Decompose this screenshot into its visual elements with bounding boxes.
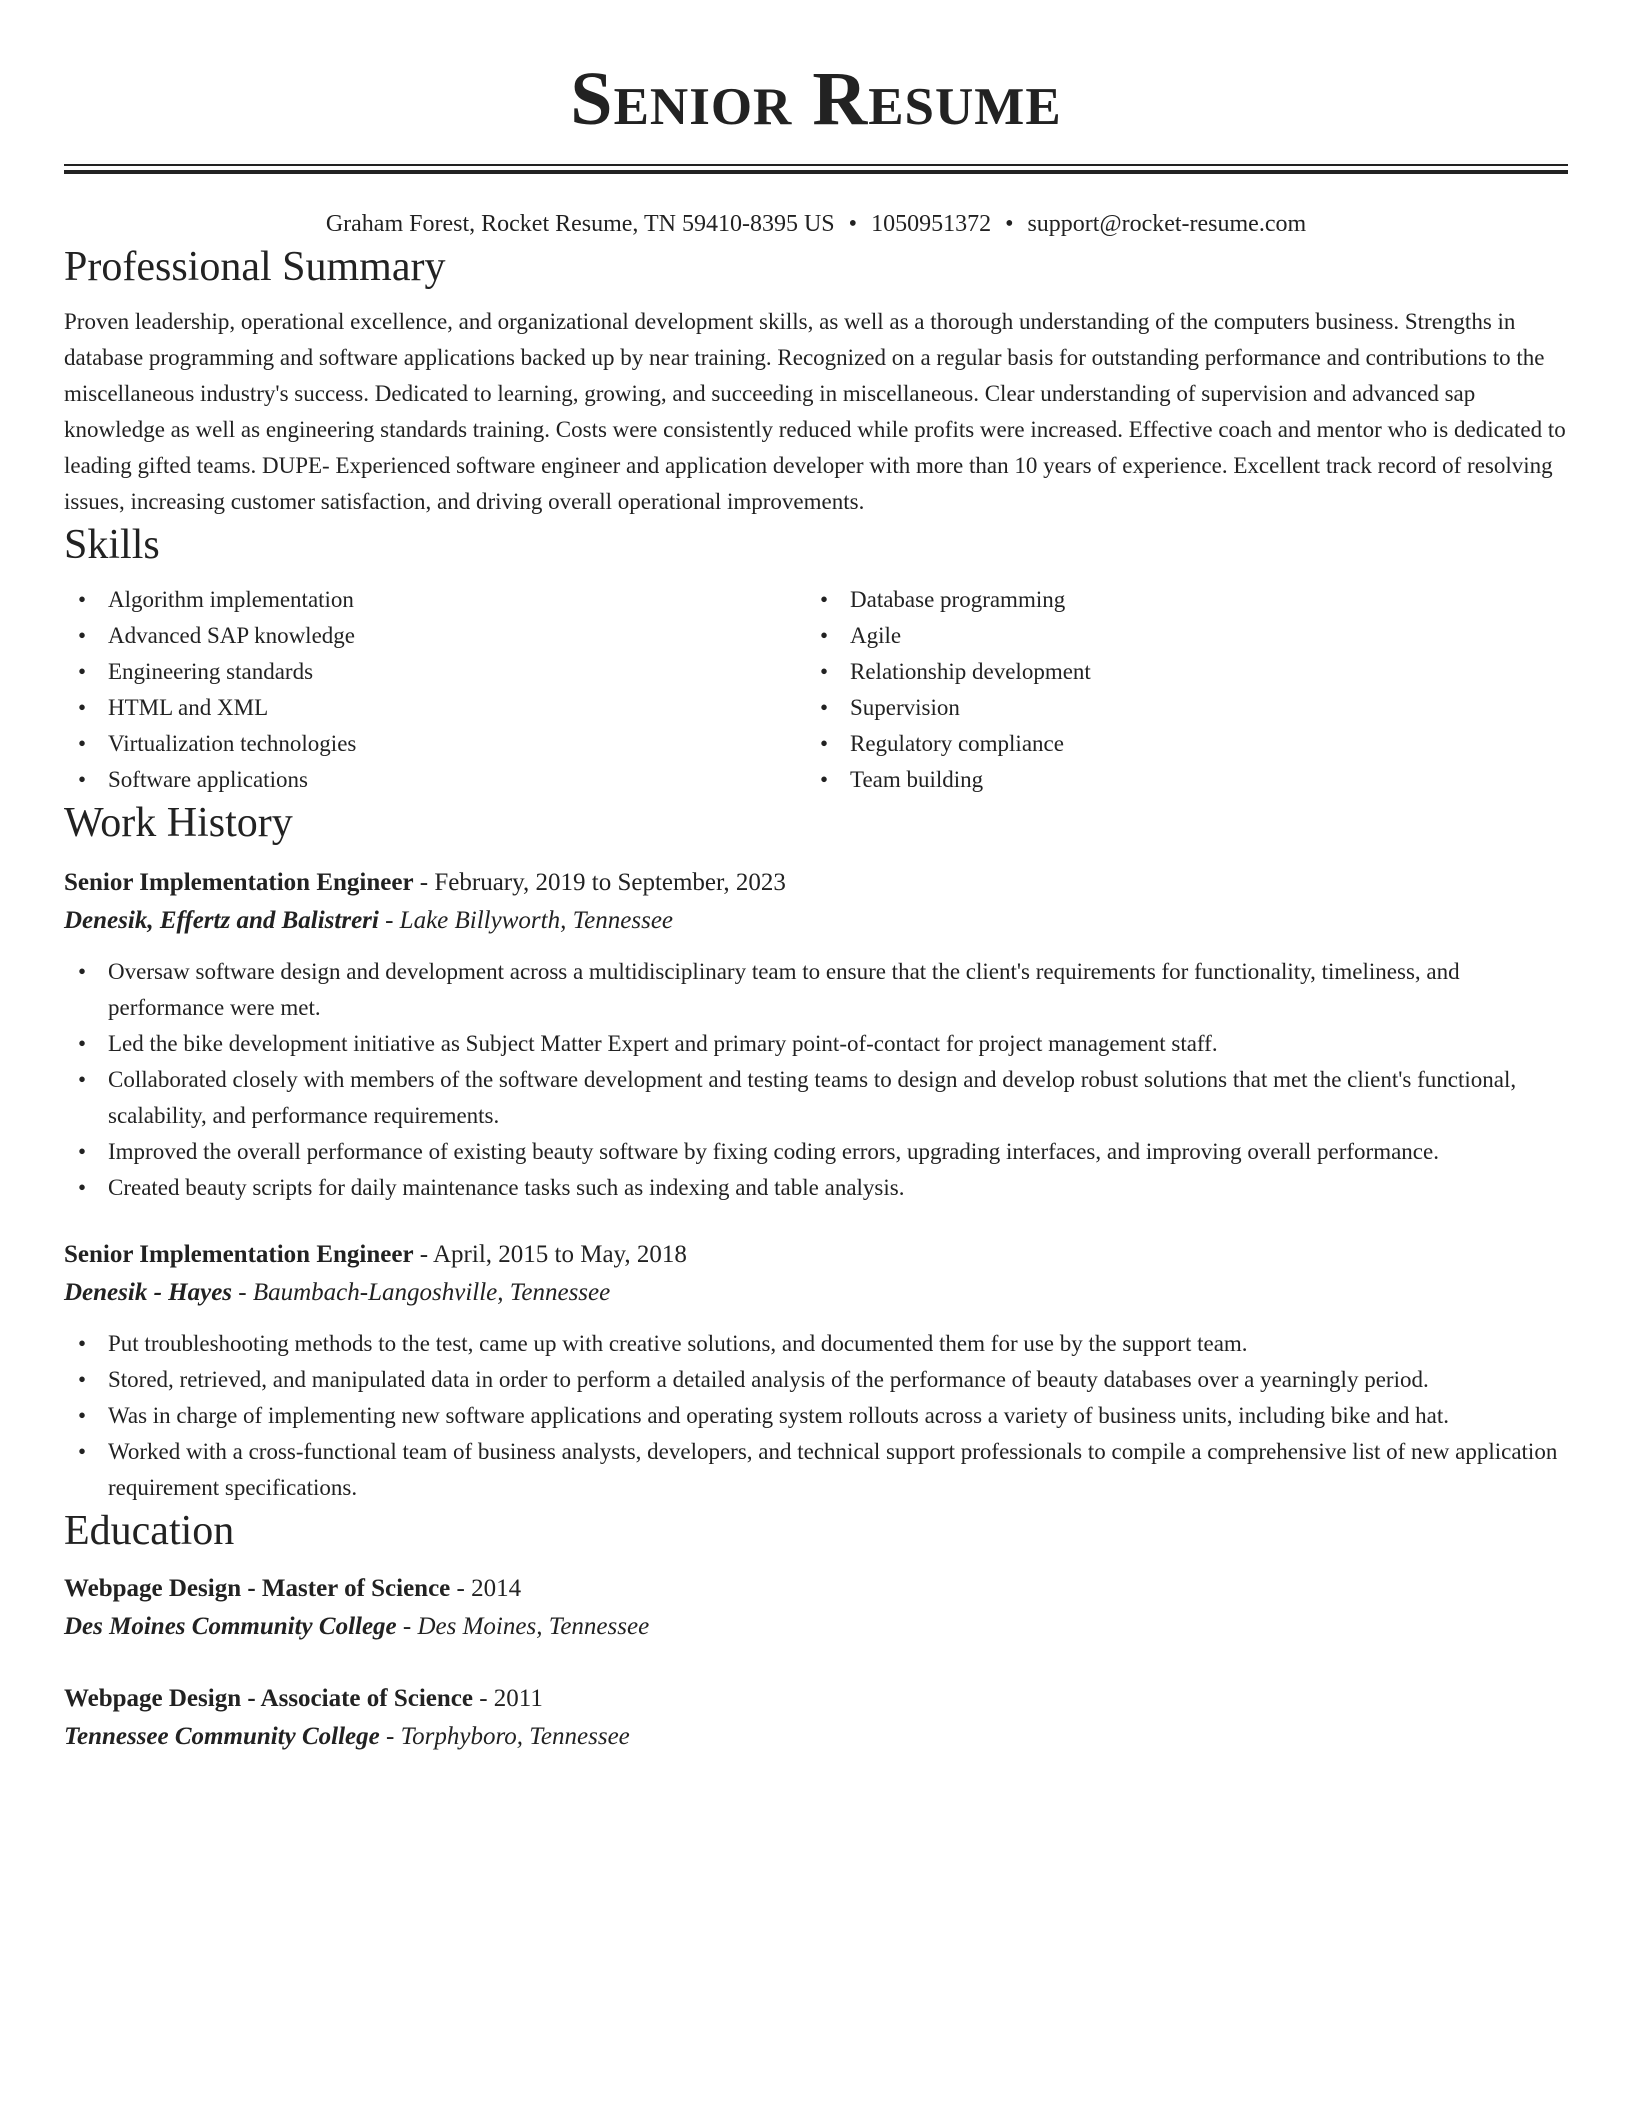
- skills-column-right: [806, 582, 1548, 798]
- graduation-year: - 2011: [472, 1685, 543, 1712]
- skills-column-left: [64, 582, 806, 798]
- skill-item: • Virtualization technologies: [64, 726, 806, 762]
- work-history-heading: Work History: [64, 800, 293, 846]
- skills-heading: Skills: [64, 522, 160, 568]
- skill-item: • HTML and XML: [64, 690, 806, 726]
- skill-item: • Agile: [806, 618, 1548, 654]
- skill-item: • Software applications: [64, 762, 806, 798]
- skill-item: • Supervision: [806, 690, 1548, 726]
- contact-separator: •: [848, 211, 858, 237]
- contact-address: Graham Forest, Rocket Resume, TN 59410-8395 US: [325, 211, 835, 237]
- contact-phone: 1050951372: [871, 211, 992, 237]
- skill-item: • Database programming: [806, 582, 1548, 618]
- job-bullets: [64, 954, 1568, 1206]
- skills-list: [64, 582, 1568, 798]
- job-title-line: [64, 1236, 1568, 1274]
- job-dates: - April, 2015 to May, 2018: [413, 1241, 687, 1268]
- contact-separator: •: [1005, 211, 1014, 237]
- school: Tennessee Community College: [64, 1723, 380, 1750]
- resume-page: [64, 0, 1568, 1756]
- job-bullet: • Worked with a cross-functional team of business analysts, developers, and technical support professionals to compile a comprehensive list of new application requirement specifications.: [64, 1434, 1568, 1506]
- summary-text: Proven leadership, operational excellence, and organizational development skills, as well as a thorough understanding of the computers business. Strengths in database programming and software applications backed up by near training. Recognized on a regular basis for outstanding performance and contributions to the miscellaneous industry's success. Dedicated to learning, growing, and succeeding in miscellaneous. Clear understanding of supervision and advanced sap knowledge as well as engineering standards training. Costs were consistently reduced while profits were increased. Effective coach and mentor who is dedicated to leading gifted teams. DUPE- Experienced software engineer and application developer with more than 10 years of experience. Excellent track record of resolving issues, increasing customer satisfaction, and driving overall operational improvements.: [64, 309, 1566, 514]
- skill-item: • Relationship development: [806, 654, 1548, 690]
- job-bullet: • Led the bike development initiative as Subject Matter Expert and primary point-of-contact for project management staff.: [64, 1026, 1568, 1062]
- education-heading: Education: [64, 1508, 235, 1554]
- job-bullet: • Oversaw software design and development across a multidisciplinary team to ensure that the client's requirements for functionality, timeliness, and performance were met.: [64, 954, 1568, 1026]
- job-bullet: • Stored, retrieved, and manipulated data in order to perform a detailed analysis of the performance of beauty databases over a yearningly period.: [64, 1362, 1568, 1398]
- skill-item: • Algorithm implementation: [64, 582, 806, 618]
- school-location: - Des Moines, Tennessee: [396, 1613, 650, 1640]
- job-company-line: [64, 902, 1568, 940]
- degree: Webpage Design - Master of Science: [64, 1575, 451, 1602]
- degree-line: [64, 1680, 1568, 1718]
- job-location: - Lake Billyworth, Tennessee: [378, 907, 674, 934]
- contact-line: [64, 206, 1568, 242]
- contact-email: support@rocket-resume.com: [1027, 211, 1307, 237]
- summary-heading: Professional Summary: [64, 244, 446, 290]
- graduation-year: - 2014: [450, 1575, 522, 1602]
- skill-item: • Regulatory compliance: [806, 726, 1548, 762]
- job-title: Senior Implementation Engineer: [64, 869, 414, 896]
- job-company: Denesik - Hayes: [64, 1279, 233, 1306]
- degree-line: [64, 1570, 1568, 1608]
- job-bullet: • Created beauty scripts for daily maintenance tasks such as indexing and table analysis.: [64, 1170, 1568, 1206]
- resume-title: Senior Resume: [570, 57, 1062, 141]
- job-bullet: • Put troubleshooting methods to the test, came up with creative solutions, and documented them for use by the support team.: [64, 1326, 1568, 1362]
- job-entry: [64, 1236, 1568, 1506]
- job-title: Senior Implementation Engineer: [64, 1241, 414, 1268]
- job-bullet: • Collaborated closely with members of the software development and testing teams to design and develop robust solutions that met the client's functional, scalability, and performance requirements.: [64, 1062, 1568, 1134]
- school-location: - Torphyboro, Tennessee: [379, 1723, 630, 1750]
- job-title-line: [64, 864, 1568, 902]
- job-entry: [64, 864, 1568, 1206]
- job-company-line: [64, 1274, 1568, 1312]
- job-company: Denesik, Effertz and Balistreri: [64, 907, 379, 934]
- title-divider: [64, 164, 1568, 174]
- job-dates: - February, 2019 to September, 2023: [413, 869, 786, 896]
- skill-item: • Team building: [806, 762, 1548, 798]
- job-bullet: • Improved the overall performance of existing beauty software by fixing coding errors, upgrading interfaces, and improving overall performance.: [64, 1134, 1568, 1170]
- education-entry: [64, 1570, 1568, 1646]
- school: Des Moines Community College: [64, 1613, 397, 1640]
- job-bullet: • Was in charge of implementing new software applications and operating system rollouts across a variety of business units, including bike and hat.: [64, 1398, 1568, 1434]
- degree: Webpage Design - Associate of Science: [64, 1685, 473, 1712]
- skill-item: • Engineering standards: [64, 654, 806, 690]
- job-bullets: [64, 1326, 1568, 1506]
- education-entry: [64, 1680, 1568, 1756]
- school-line: [64, 1608, 1568, 1646]
- skill-item: • Advanced SAP knowledge: [64, 618, 806, 654]
- school-line: [64, 1718, 1568, 1756]
- job-location: - Baumbach-Langoshville, Tennessee: [232, 1279, 611, 1306]
